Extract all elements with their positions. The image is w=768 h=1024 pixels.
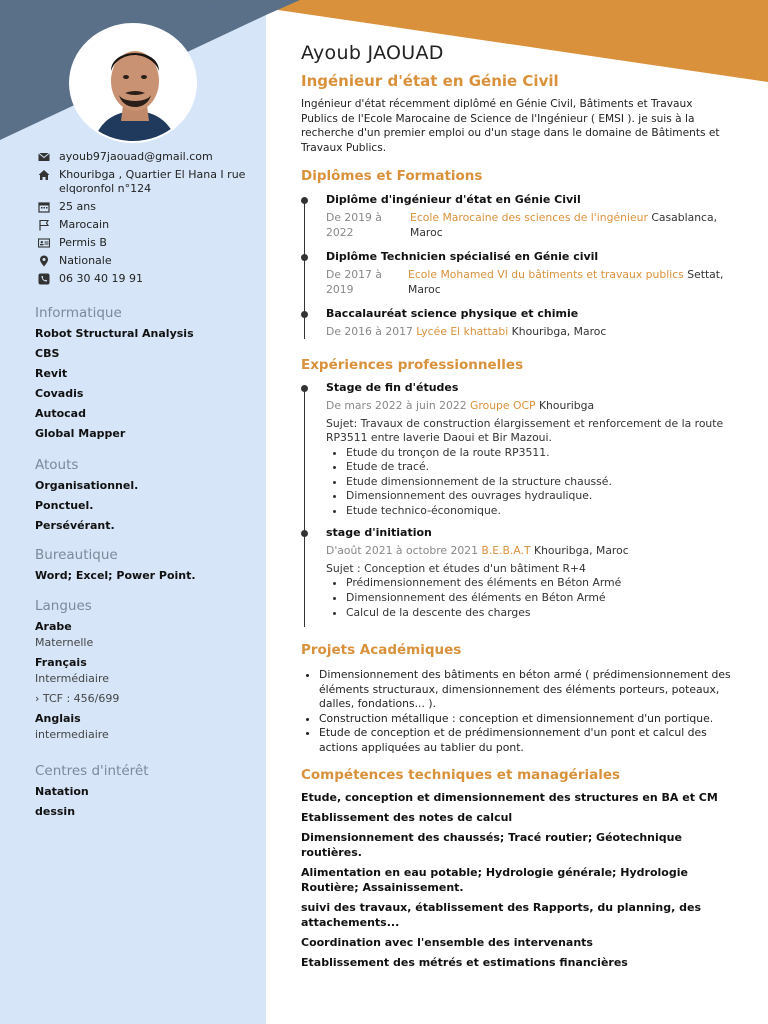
contact-address <box>37 168 262 196</box>
phone-icon <box>37 272 51 286</box>
competence-item: suivi des travaux, établissement des Rapports, du planning, des attachements... <box>301 901 701 929</box>
diploma-title: Baccalauréat science physique et chimie <box>326 307 579 320</box>
contact-text: 25 ans <box>59 200 96 213</box>
contact-age <box>37 200 262 214</box>
skill-item: Covadis <box>35 387 84 400</box>
task-item: • Etude du tronçon de la route RP3511. <box>346 446 731 461</box>
task-item: • Prédimensionnement des éléments en Béton Armé <box>346 576 731 591</box>
diploma-title: Diplôme Technicien spécialisé en Génie civil <box>326 250 599 263</box>
contact-license <box>37 236 262 250</box>
experience-tasks <box>346 576 731 620</box>
skill-item: Revit <box>35 367 68 380</box>
language-level: Maternelle <box>35 636 94 649</box>
section-informatique <box>35 305 260 447</box>
experience-description: Sujet: Travaux de construction élargissement et renforcement de la route RP3511 entre laverie Daoui et Bir Mazoui. <box>326 416 724 444</box>
contact-list <box>37 150 262 290</box>
section-atouts <box>35 457 260 539</box>
competence-item: Coordination avec l'ensemble des intervenants <box>301 936 593 949</box>
candidate-name: Ayoub JAOUAD <box>301 42 444 64</box>
experience-meta <box>326 544 731 559</box>
language-name: Anglais <box>35 712 81 725</box>
experience-item <box>301 526 731 620</box>
diploma-date: De 2019 à 2022 <box>326 211 382 239</box>
diploma-meta <box>326 211 731 240</box>
competence-item: Etablissement des notes de calcul <box>301 811 513 824</box>
asset-item: Organisationnel. <box>35 479 139 492</box>
diploma-school: Lycée El khattabi <box>416 325 509 338</box>
diploma-title: Diplôme d'ingénieur d'état en Génie Civil <box>326 193 581 206</box>
flag-icon <box>37 218 51 232</box>
task-item: • Etude technico-économique. <box>346 504 731 519</box>
section-title-experiences: Expériences professionnelles <box>301 357 524 373</box>
diploma-location: Casablanca, Maroc <box>410 211 718 239</box>
skill-item: CBS <box>35 347 60 360</box>
envelope-icon <box>37 150 51 164</box>
competence-item: Dimensionnement des chaussés; Tracé routier; Géotechnique routières. <box>301 831 682 859</box>
timeline-dot <box>301 197 308 204</box>
candidate-role: Ingénieur d'état en Génie Civil <box>301 72 559 90</box>
experience-line <box>326 544 629 559</box>
competences-list <box>301 790 741 975</box>
competence-item: Alimentation en eau potable; Hydrologie générale; Hydrologie Routière; Assainissement. <box>301 866 688 894</box>
contact-text: ayoub97jaouad@gmail.com <box>59 150 213 163</box>
office-item: Word; Excel; Power Point. <box>35 569 196 582</box>
diploma-meta <box>326 268 731 297</box>
interest-item: Natation <box>35 785 89 798</box>
section-title: Centres d'intérêt <box>35 763 149 779</box>
contact-phone[interactable] <box>37 272 262 286</box>
competence-item: Etude, conception et dimensionnement des structures en BA et CM <box>301 791 718 804</box>
diploma-line <box>326 325 606 340</box>
contact-text: Marocain <box>59 218 110 231</box>
diploma-school: Ecole Marocaine des sciences de l'ingénieur <box>410 211 648 224</box>
contact-location <box>37 254 262 268</box>
experience-description: Sujet : Conception et études d'un bâtiment R+4 <box>326 561 586 575</box>
section-title: Bureautique <box>35 547 118 563</box>
diplomes-timeline <box>301 193 731 340</box>
experience-tasks <box>346 446 731 519</box>
experience-line <box>326 399 594 414</box>
diploma-date: De 2017 à 2019 <box>326 268 382 296</box>
experience-date: De mars 2022 à juin 2022 <box>326 399 467 412</box>
section-title: Atouts <box>35 457 79 473</box>
section-title-projets: Projets Académiques <box>301 642 462 658</box>
diploma-meta <box>326 325 731 340</box>
project-item: • Construction métallique : conception et dimensionnement d'un portique. <box>319 712 741 727</box>
diploma-location: Settat, Maroc <box>408 268 724 296</box>
diploma-location: Khouribga, Maroc <box>511 325 607 338</box>
interest-item: dessin <box>35 805 76 818</box>
language-level: Intermédiaire <box>35 672 109 685</box>
diploma-place <box>410 211 731 240</box>
language-name: Arabe <box>35 620 72 633</box>
section-title-diplomes: Diplômes et Formations <box>301 168 483 184</box>
contact-text: 06 30 40 19 91 <box>59 272 143 285</box>
experience-company: B.E.B.A.T <box>481 544 531 558</box>
experience-meta <box>326 399 731 414</box>
task-item: • Etude dimensionnement de la structure chaussé. <box>346 475 731 490</box>
home-icon <box>37 168 51 182</box>
skill-item: Robot Structural Analysis <box>35 327 194 340</box>
skill-item: Autocad <box>35 407 86 420</box>
location-pin-icon <box>37 254 51 268</box>
section-title: Langues <box>35 598 92 614</box>
section-langues <box>35 598 260 748</box>
task-item: • Calcul de la descente des charges <box>346 606 731 621</box>
avatar <box>71 25 197 143</box>
project-item: • Dimensionnement des bâtiments en béton armé ( prédimensionnement des éléments structuraux, dimensionnement des éléments porteurs, poteaux, dalles, fondations... ). <box>319 668 741 712</box>
profile-photo <box>69 23 197 143</box>
experience-location: Khouribga <box>538 399 595 412</box>
timeline-dot <box>301 254 308 261</box>
diploma-item <box>301 193 731 240</box>
language-name: Français <box>35 656 87 669</box>
experience-title: stage d'initiation <box>326 526 432 540</box>
experiences-timeline <box>301 381 731 620</box>
section-title-competences: Compétences techniques et managériales <box>301 767 621 783</box>
sidebar <box>0 0 266 1024</box>
diploma-item <box>301 307 731 340</box>
section-title: Informatique <box>35 305 122 321</box>
projects-list <box>301 668 741 756</box>
diploma-date: De 2016 à 2017 <box>326 325 413 338</box>
main-content <box>266 0 768 1024</box>
id-card-icon <box>37 236 51 250</box>
experience-date: D'août 2021 à octobre 2021 <box>326 544 478 558</box>
project-item: • Etude de conception et de prédimensionnement d'un pont et calcul des actions appliquées au tablier du pont. <box>319 726 741 755</box>
task-item: • Dimensionnement des ouvrages hydraulique. <box>346 489 731 504</box>
language-extra: › TCF : 456/699 <box>35 692 120 705</box>
calendar-icon <box>37 200 51 214</box>
asset-item: Ponctuel. <box>35 499 94 512</box>
skill-item: Global Mapper <box>35 427 126 440</box>
experience-title: Stage de fin d'études <box>326 381 459 394</box>
contact-text: Nationale <box>59 254 112 267</box>
contact-nationality <box>37 218 262 232</box>
task-item: • Dimensionnement des éléments en Béton Armé <box>346 591 731 606</box>
experience-location: Khouribga, Maroc <box>534 544 629 558</box>
section-bureautique <box>35 547 260 589</box>
section-interets <box>35 763 260 825</box>
contact-text: Permis B <box>59 236 107 249</box>
contact-email[interactable] <box>37 150 262 164</box>
timeline-dot <box>301 530 308 537</box>
language-level: intermediaire <box>35 728 109 741</box>
diploma-place <box>408 268 731 297</box>
experience-company: Groupe OCP <box>470 399 536 412</box>
asset-item: Persévérant. <box>35 519 115 532</box>
experience-item <box>301 381 731 518</box>
task-item: • Etude de tracé. <box>346 460 731 475</box>
diploma-item <box>301 250 731 297</box>
timeline-dot <box>301 385 308 392</box>
competence-item: Etablissement des métrés et estimations financières <box>301 956 628 969</box>
contact-text: Khouribga , Quartier El Hana I rue elqoronfol n°124 <box>59 168 246 195</box>
timeline-dot <box>301 311 308 318</box>
diploma-school: Ecole Mohamed VI du bâtiments et travaux publics <box>408 268 684 281</box>
profile-summary: Ingénieur d'état récemment diplômé en Génie Civil, Bâtiments et Travaux Publics de l'Ecole Marocaine de Science de l'Ingénieur ( EMSI ). je suis à la recherche d'un premier emploi ou d'un stage dans le domaine de Bâtiments et Travaux Publics. <box>301 98 720 154</box>
